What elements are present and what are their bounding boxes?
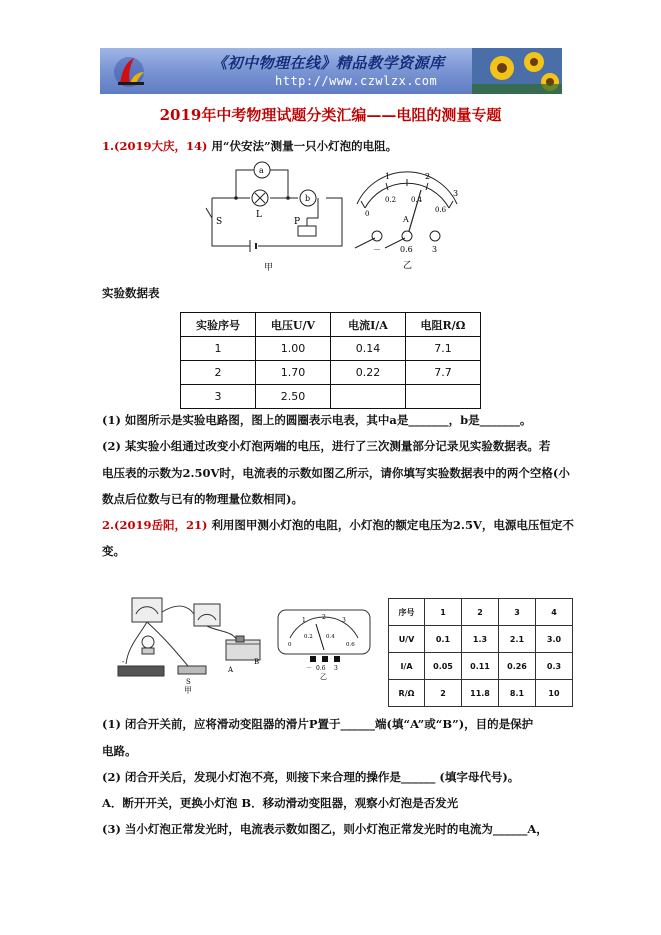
figure-caption-yi: 乙	[403, 261, 413, 271]
table-cell: 0.3	[536, 653, 573, 680]
q1-data-table	[180, 312, 481, 409]
banner-title: 《初中物理在线》精品教学资源库	[212, 54, 445, 72]
ammeter-dial-yi	[345, 168, 470, 276]
q1-header	[102, 138, 397, 154]
table-cell: 0.26	[499, 653, 536, 680]
dial1-bottom-0: 0	[365, 210, 370, 218]
q2-sub3: (3) 当小灯泡正常发光时，电流表示数如图乙，则小灯泡正常发光时的电流为______A，	[102, 822, 548, 836]
q1-number: 1.	[102, 139, 115, 153]
table-cell: U/V	[389, 626, 425, 653]
q2-sub1-line1: (1) 闭合开关前，应将滑动变阻器的滑片P置于______端(填“A”或“B”)，目的是保护	[102, 717, 534, 731]
lamp-label: L	[256, 210, 262, 220]
ammeter-dial-q2	[274, 608, 374, 680]
table-cell: 1.00	[256, 337, 331, 361]
q2-options: A．断开开关，更换小灯泡 B．移动滑动变阻器，观察小灯泡是否发光	[102, 796, 459, 810]
table-header-cell: 实验序号	[181, 313, 256, 337]
dial1-bottom-02: 0.2	[385, 196, 397, 204]
figure2-caption-yi: 乙	[320, 673, 327, 680]
dial1-top-1: 1	[385, 172, 391, 181]
dial1-top-3: 3	[453, 189, 459, 198]
table-cell	[331, 385, 406, 409]
table-row	[389, 653, 573, 680]
table-cell: 0.14	[331, 337, 406, 361]
q2-header	[102, 517, 574, 533]
table-cell: 0.22	[331, 361, 406, 385]
document-title: 2019年中考物理试题分类汇编——电阻的测量专题	[159, 106, 502, 124]
table-header-cell: 4	[536, 599, 573, 626]
table-header-cell: 电流I/A	[331, 313, 406, 337]
dial2-bottom-04: 0.4	[326, 634, 335, 640]
dial2-term-06: 0.6	[316, 665, 326, 672]
q2-sub2: (2) 闭合开关后，发现小灯泡不亮，则接下来合理的操作是______ (填字母代号)。	[102, 770, 520, 784]
meter-b-label: b	[305, 194, 311, 203]
table-cell: 0.05	[425, 653, 462, 680]
dial2-term-3: 3	[334, 665, 338, 672]
table-cell: I/A	[389, 653, 425, 680]
dial1-term-06: 0.6	[400, 245, 413, 254]
table-cell: 2	[181, 361, 256, 385]
dial2-top-1: 1	[302, 617, 306, 624]
sunflower-icon	[472, 48, 562, 94]
table-cell: 2.1	[499, 626, 536, 653]
figure-caption-jia: 甲	[264, 263, 274, 273]
q1-sub2-line2: 电压表的示数为2.50V时，电流表的示数如图乙所示，请你填写实验数据表中的两个空格(小	[102, 466, 570, 480]
q1-sub2-line3: 数点后位数与已有的物理量位数相同)。	[102, 492, 303, 506]
apparatus-switch-label: S	[186, 678, 191, 686]
table-cell	[406, 385, 481, 409]
table-header-cell: 序号	[389, 599, 425, 626]
battery-minus-label: -	[122, 658, 125, 666]
dial1-term-neg: －	[373, 245, 381, 254]
table-header-cell: 3	[499, 599, 536, 626]
table-cell: 7.7	[406, 361, 481, 385]
dial1-bottom-04: 0.4	[411, 196, 423, 204]
apparatus-figure-jia	[108, 592, 268, 694]
table-row	[181, 385, 481, 409]
table-header-cell: 2	[462, 599, 499, 626]
table-cell: 0.11	[462, 653, 499, 680]
table-cell: R/Ω	[389, 680, 425, 707]
dial1-term-3: 3	[432, 245, 438, 254]
q1-table-caption: 实验数据表	[102, 286, 160, 300]
table-header-cell: 1	[425, 599, 462, 626]
table-cell: 7.1	[406, 337, 481, 361]
table-row	[181, 337, 481, 361]
slider-label: P	[294, 217, 301, 227]
table-row	[389, 626, 573, 653]
table-cell: 2.50	[256, 385, 331, 409]
table-cell: 1.3	[462, 626, 499, 653]
q1-source: (2019大庆，14)	[114, 139, 208, 153]
table-cell: 1.70	[256, 361, 331, 385]
table-row	[181, 361, 481, 385]
apparatus-terminal-b: B	[254, 658, 260, 666]
dial2-bottom-0: 0	[288, 642, 292, 648]
table-header-row	[181, 313, 481, 337]
dial2-top-2: 2	[322, 614, 326, 621]
q2-source: (2019岳阳，21)	[114, 518, 208, 532]
q1-stem: 用“伏安法”测量一只小灯泡的电阻。	[211, 139, 398, 153]
table-row	[389, 680, 573, 707]
q2-number: 2.	[102, 518, 115, 532]
table-cell: 10	[536, 680, 573, 707]
q2-stem-line2: 变。	[102, 544, 125, 558]
dial2-top-3: 3	[342, 617, 346, 624]
switch-label: S	[216, 217, 223, 227]
apparatus-terminal-a: A	[228, 666, 234, 674]
q2-stem-line1: 利用图甲测小灯泡的电阻，小灯泡的额定电压为2.5V，电源电压恒定不	[211, 518, 574, 532]
table-header-row	[389, 599, 573, 626]
table-cell: 0.1	[425, 626, 462, 653]
table-cell: 3	[181, 385, 256, 409]
meter-a-label: a	[259, 166, 264, 175]
dial2-bottom-06: 0.6	[346, 642, 355, 648]
site-logo-icon	[110, 52, 148, 90]
q1-sub1: (1) 如图所示是实验电路图，图上的圆圈表示电表，其中a是_______，b是_______。	[102, 413, 532, 427]
dial1-unit: A	[403, 215, 409, 224]
figure2-caption-jia: 甲	[184, 686, 192, 694]
table-header-cell: 电压U/V	[256, 313, 331, 337]
table-cell: 8.1	[499, 680, 536, 707]
q2-data-table	[388, 598, 573, 707]
q2-sub1-line2: 电路。	[102, 744, 137, 758]
dial2-bottom-02: 0.2	[304, 634, 313, 640]
table-cell: 1	[181, 337, 256, 361]
circuit-diagram-jia	[198, 158, 350, 276]
q1-sub2-line1: (2) 某实验小组通过改变小灯泡两端的电压，进行了三次测量部分记录见实验数据表。若	[102, 439, 551, 453]
dial1-top-2: 2	[425, 172, 431, 181]
header-banner	[100, 48, 562, 94]
table-cell: 3.0	[536, 626, 573, 653]
banner-url: http://www.czwlzx.com	[275, 74, 438, 88]
table-cell: 11.8	[462, 680, 499, 707]
dial1-bottom-06: 0.6	[435, 206, 447, 214]
table-header-cell: 电阻R/Ω	[406, 313, 481, 337]
table-cell: 2	[425, 680, 462, 707]
dial2-term-neg: －	[306, 665, 313, 672]
